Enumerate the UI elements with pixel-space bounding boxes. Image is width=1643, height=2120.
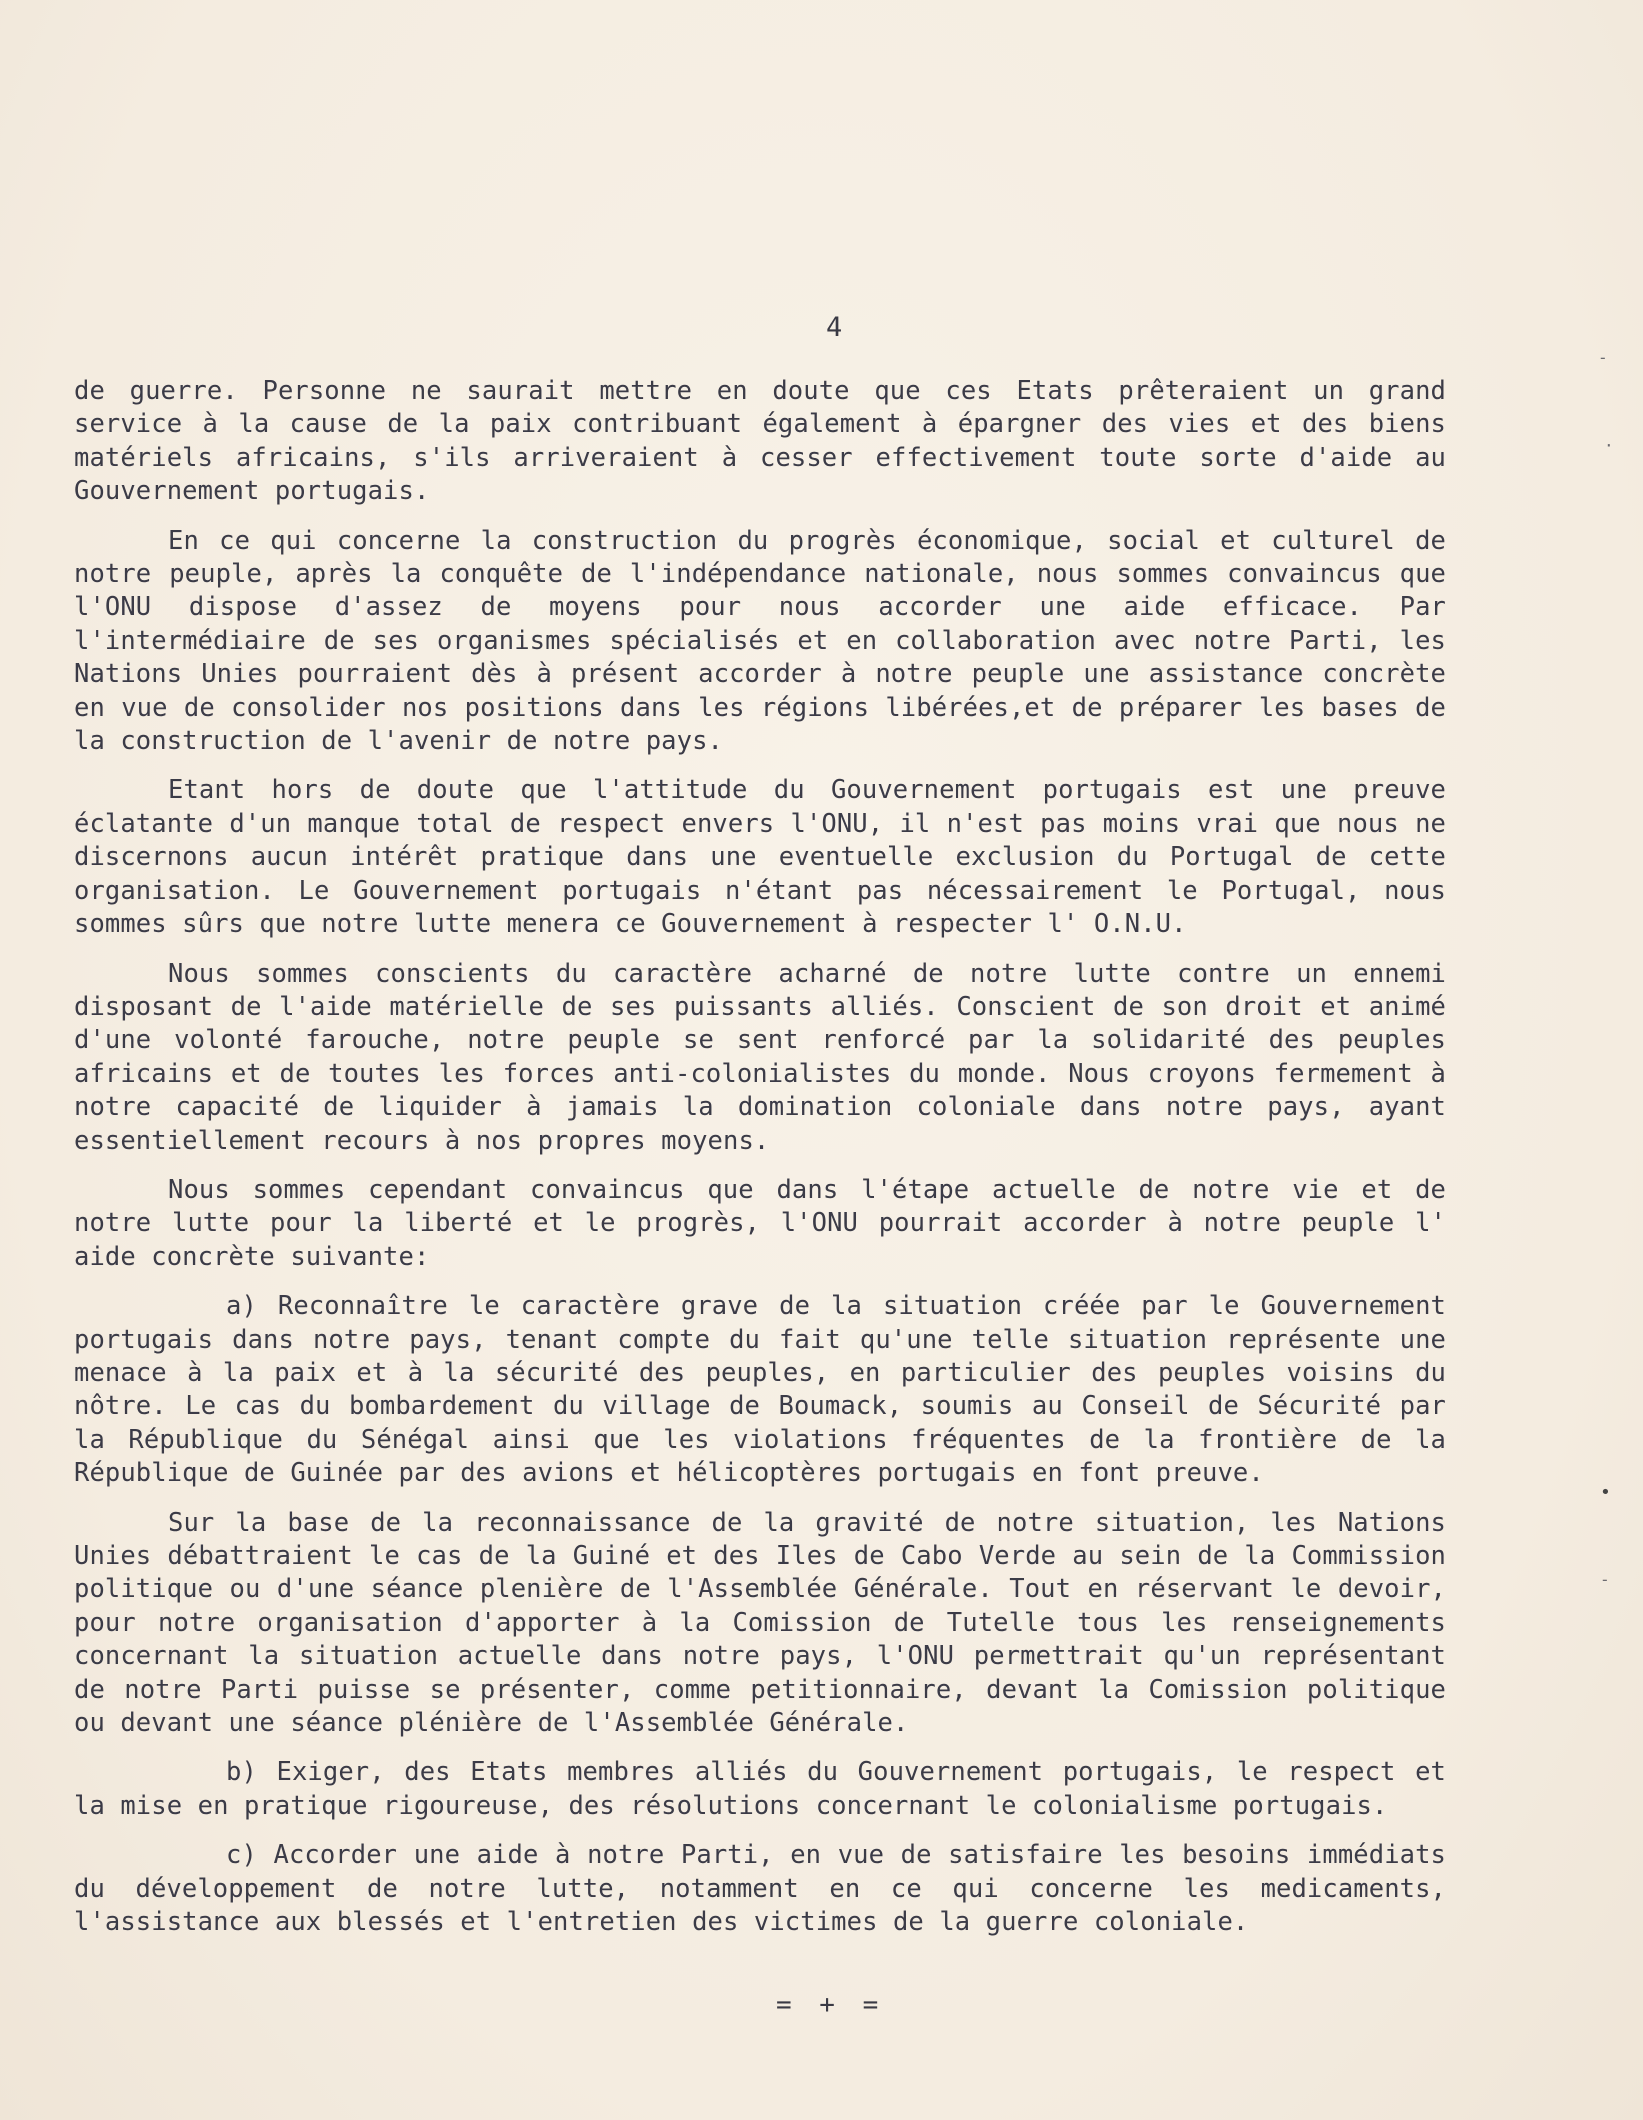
- margin-speck: •: [1600, 1482, 1611, 1503]
- page-number: 4: [826, 312, 843, 343]
- margin-speck: ‐: [1598, 348, 1608, 367]
- paragraph-4: Nous sommes conscients du caractère acharné de notre lutte contre un ennemi disposant de l'aide matérielle de ses puissants alliés. Conscient de son droit et animé d'une volonté farouche, notre peuple se sent renforcé par la solidarité des peuples africains et de toutes les forces anti-colonialistes du monde. Nous croyons fermement à notre capacité de liquider à jamais la domination coloniale dans notre pays, ayant essentiellement recours à nos propres moyens.: [74, 958, 1446, 1156]
- paragraph-3: Etant hors de doute que l'attitude du Gouvernement portugais est une preuve éclatante d'un manque total de respect envers l'ONU, il n'est pas moins vrai que nous ne discernons aucun intérêt pratique dans une eventuelle exclusion du Portugal de cette organisation. Le Gouvernement portugais n'étant pas nécessairement le Portugal, nous sommes sûrs que notre lutte menera ce Gouvernement à respecter l' O.N.U.: [74, 775, 1446, 940]
- margin-speck: ‐: [1600, 1570, 1610, 1589]
- item-a: a) Reconnaître le caractère grave de la situation créée par le Gouvernement portugais dans notre pays, tenant compte du fait qu'une telle situation représente une menace à la paix et à la sécurité des peuples, en particulier des peuples voisins du nôtre. Le cas du bombardement du village de Boumack, soumis au Conseil de Sécurité par la République du Sénégal ainsi que les violations fréquentes de la frontière de la République de Guinée par des avions et hélicoptères portugais en font preuve.: [74, 1291, 1446, 1489]
- document-body: [74, 375, 1446, 1939]
- item-b: b) Exiger, des Etats membres alliés du Gouvernement portugais, le respect et la mise en pratique rigoureuse, des résolutions concernant le colonialisme portugais.: [74, 1757, 1446, 1821]
- end-mark: = + =: [776, 1990, 885, 2020]
- paragraph-5: Nous sommes cependant convaincus que dans l'étape actuelle de notre vie et de notre lutte pour la liberté et le progrès, l'ONU pourrait accorder à notre peuple l' aide concrète suivante:: [74, 1174, 1446, 1272]
- item-c: c) Accorder une aide à notre Parti, en vue de satisfaire les besoins immédiats du développement de notre lutte, notamment en ce qui concerne les medicaments, l'assistance aux blessés et l'entretien des victimes de la guerre coloniale.: [74, 1840, 1446, 1938]
- paragraph-6: Sur la base de la reconnaissance de la gravité de notre situation, les Nations Unies débattraient le cas de la Guiné et des Iles de Cabo Verde au sein de la Commission politique ou d'une séance plenière de l'Assemblée Générale. Tout en réservant le devoir, pour notre organisation d'apporter à la Comission de Tutelle tous les renseignements concernant la situation actuelle dans notre pays, l'ONU permettrait qu'un représentant de notre Parti puisse se présenter, comme petitionnaire, devant la Comission politique ou devant une séance plénière de l'Assemblée Générale.: [74, 1507, 1446, 1739]
- paragraph-1: de guerre. Personne ne saurait mettre en doute que ces Etats prêteraient un grand service à la cause de la paix contribuant également à épargner des vies et des biens matériels africains, s'ils arriveraient à cesser effectivement toute sorte d'aide au Gouvernement portugais.: [74, 376, 1446, 507]
- margin-speck: ·: [1604, 436, 1614, 455]
- paragraph-2: En ce qui concerne la construction du progrès économique, social et culturel de notre peuple, après la conquête de l'indépendance nationale, nous sommes convaincus que l'ONU dispose d'assez de moyens pour nous accorder une aide efficace. Par l'intermédiaire de ses organismes spécialisés et en collaboration avec notre Parti, les Nations Unies pourraient dès à présent accorder à notre peuple une assistance concrète en vue de consolider nos positions dans les régions libérées,et de préparer les bases de la construction de l'avenir de notre pays.: [74, 525, 1446, 757]
